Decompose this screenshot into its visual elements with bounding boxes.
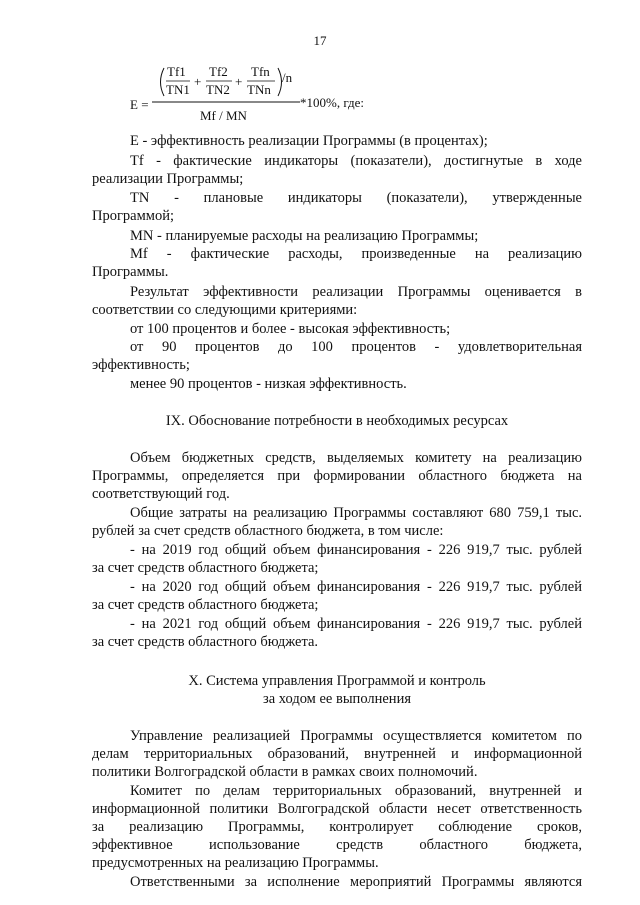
formula-num-tf2: Tf2	[209, 64, 228, 79]
criteria-low: менее 90 процентов - низкая эффективность.	[130, 376, 407, 392]
funding-2019-cont: за счет средств областного бюджета;	[92, 560, 319, 576]
paragraph-line: Результат эффективности реализации Программы оценивается в	[130, 284, 582, 300]
paragraph-line: Объем бюджетных средств, выделяемых комитету на реализацию	[130, 450, 582, 466]
page-number: 17	[313, 33, 327, 48]
formula-plus-1: +	[194, 74, 202, 89]
formula-den-tn1: TN1	[166, 82, 190, 97]
definition-tf: Tf - фактические индикаторы (показатели), достигнутые в ходе	[130, 153, 582, 169]
paragraph-line: соответствующий год.	[92, 486, 230, 502]
paragraph-line: Управление реализацией Программы осуществляется комитетом по	[130, 728, 582, 744]
paragraph-line: Ответственными за исполнение мероприятий Программы являются	[130, 874, 582, 890]
formula-den-tn2: TN2	[206, 82, 230, 97]
section-heading-x: X. Система управления Программой и контроль	[188, 673, 486, 689]
paragraph-line: Общие затраты на реализацию Программы составляют 680 759,1 тыс.	[130, 505, 582, 521]
criteria-satisfactory-cont: эффективность;	[92, 357, 190, 373]
formula-left-paren	[161, 68, 165, 96]
formula-right-paren	[278, 68, 282, 96]
formula-div-n: /n	[282, 70, 293, 85]
paragraph-line: Комитет по делам территориальных образований, внутренней и	[130, 783, 582, 799]
funding-2019: - на 2019 год общий объем финансирования - 226 919,7 тыс. рублей	[130, 542, 582, 558]
criteria-high: от 100 процентов и более - высокая эффективность;	[130, 321, 451, 337]
paragraph-line: предусмотренных на реализацию Программы.	[92, 855, 379, 871]
paragraph-line: политики Волгоградской области в рамках своих полномочий.	[92, 764, 478, 780]
definition-e: E - эффективность реализации Программы (в процентах);	[130, 133, 488, 149]
formula-suffix: *100%, где:	[300, 95, 365, 110]
paragraph-line: рублей за счет средств областного бюджета, в том числе:	[92, 523, 444, 539]
paragraph-line: соответствии со следующими критериями:	[92, 302, 358, 318]
funding-2020: - на 2020 год общий объем финансирования - 226 919,7 тыс. рублей	[130, 579, 582, 595]
definition-mf: Mf - фактические расходы, произведенные на реализацию	[130, 246, 582, 262]
paragraph-line: эффективное использование средств областного бюджета,	[92, 837, 582, 853]
formula-graphic	[130, 62, 420, 128]
definition-tf-cont: реализации Программы;	[92, 171, 244, 187]
paragraph-line: Программы, определяется при формировании областного бюджета на	[92, 468, 582, 484]
formula-num-tf1: Tf1	[167, 64, 186, 79]
section-heading-ix: IX. Обоснование потребности в необходимых ресурсах	[165, 413, 509, 429]
definition-mn: MN - планируемые расходы на реализацию Программы;	[130, 228, 479, 244]
funding-2021: - на 2021 год общий объем финансирования - 226 919,7 тыс. рублей	[130, 616, 582, 632]
formula-denominator: Mf / MN	[200, 108, 247, 123]
paragraph-line: делам территориальных образований, внутренней и информационной	[92, 746, 582, 762]
funding-2020-cont: за счет средств областного бюджета;	[92, 597, 319, 613]
definition-mf-cont: Программы.	[92, 264, 169, 280]
section-heading-x-cont: за ходом ее выполнения	[263, 691, 411, 707]
formula-plus-2: +	[235, 74, 243, 89]
funding-2021-cont: за счет средств областного бюджета.	[92, 634, 319, 650]
paragraph-line: за реализацию Программы, контролирует соблюдение сроков,	[92, 819, 582, 835]
definition-tn-cont: Программой;	[92, 208, 174, 224]
formula-lhs: E =	[130, 97, 149, 112]
criteria-satisfactory: от 90 процентов до 100 процентов - удовлетворительная	[130, 339, 582, 355]
formula-num-tfn: Tfn	[251, 64, 270, 79]
formula-den-tnn: TNn	[247, 82, 271, 97]
efficiency-formula	[130, 62, 420, 128]
definition-tn: TN - плановые индикаторы (показатели), утвержденные	[130, 190, 582, 206]
paragraph-line: информационной политики Волгоградской области несет ответственность	[92, 801, 582, 817]
